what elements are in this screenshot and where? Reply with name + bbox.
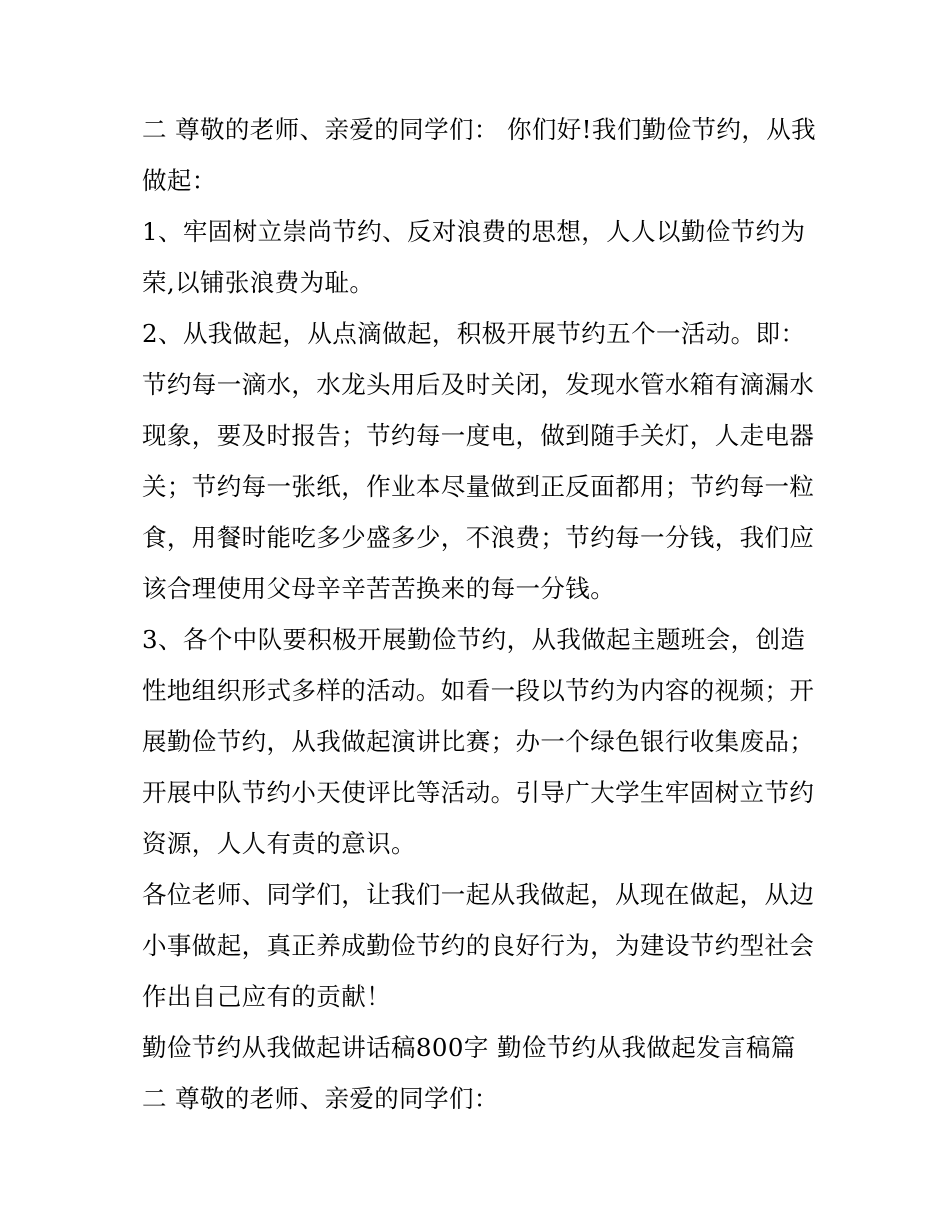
text-line-1: 二 尊敬的老师、亲爱的同学们： 你们好!我们勤俭节约，从我	[142, 115, 817, 144]
text-line-18: 作出自己应有的贡献！	[142, 982, 391, 1011]
text-line-12: 性地组织形式多样的活动。如看一段以节约为内容的视频；开	[142, 676, 815, 705]
text-line-9: 食，用餐时能吃多少盛多少，不浪费；节约每一分钱，我们应	[142, 523, 815, 552]
text-line-2: 做起：	[142, 166, 217, 195]
text-line-19: 勤俭节约从我做起讲话稿800字 勤俭节约从我做起发言稿篇	[142, 1033, 796, 1062]
text-line-15: 资源，人人有责的意识。	[142, 829, 416, 858]
text-line-7: 现象，要及时报告；节约每一度电，做到随手关灯，人走电器	[142, 421, 815, 450]
text-line-14: 开展中队节约小天使评比等活动。引导广大学生牢固树立节约	[142, 778, 815, 807]
text-line-3: 1、牢固树立崇尚节约、反对浪费的思想，人人以勤俭节约为	[142, 217, 806, 246]
text-line-5: 2、从我做起，从点滴做起，积极开展节约五个一活动。即：	[142, 319, 806, 348]
text-line-6: 节约每一滴水，水龙头用后及时关闭，发现水管水箱有滴漏水	[142, 370, 815, 399]
text-line-4: 荣,以铺张浪费为耻。	[142, 268, 375, 297]
text-line-16: 各位老师、同学们，让我们一起从我做起，从现在做起，从边	[142, 880, 815, 909]
text-line-17: 小事做起，真正养成勤俭节约的良好行为，为建设节约型社会	[142, 931, 815, 960]
text-line-11: 3、各个中队要积极开展勤俭节约，从我做起主题班会，创造	[142, 625, 806, 654]
text-line-10: 该合理使用父母辛辛苦苦换来的每一分钱。	[142, 574, 616, 603]
text-line-8: 关；节约每一张纸，作业本尽量做到正反面都用；节约每一粒	[142, 472, 815, 501]
text-line-20: 二 尊敬的老师、亲爱的同学们：	[142, 1084, 499, 1113]
text-line-13: 展勤俭节约，从我做起演讲比赛；办一个绿色银行收集废品；	[142, 727, 815, 756]
